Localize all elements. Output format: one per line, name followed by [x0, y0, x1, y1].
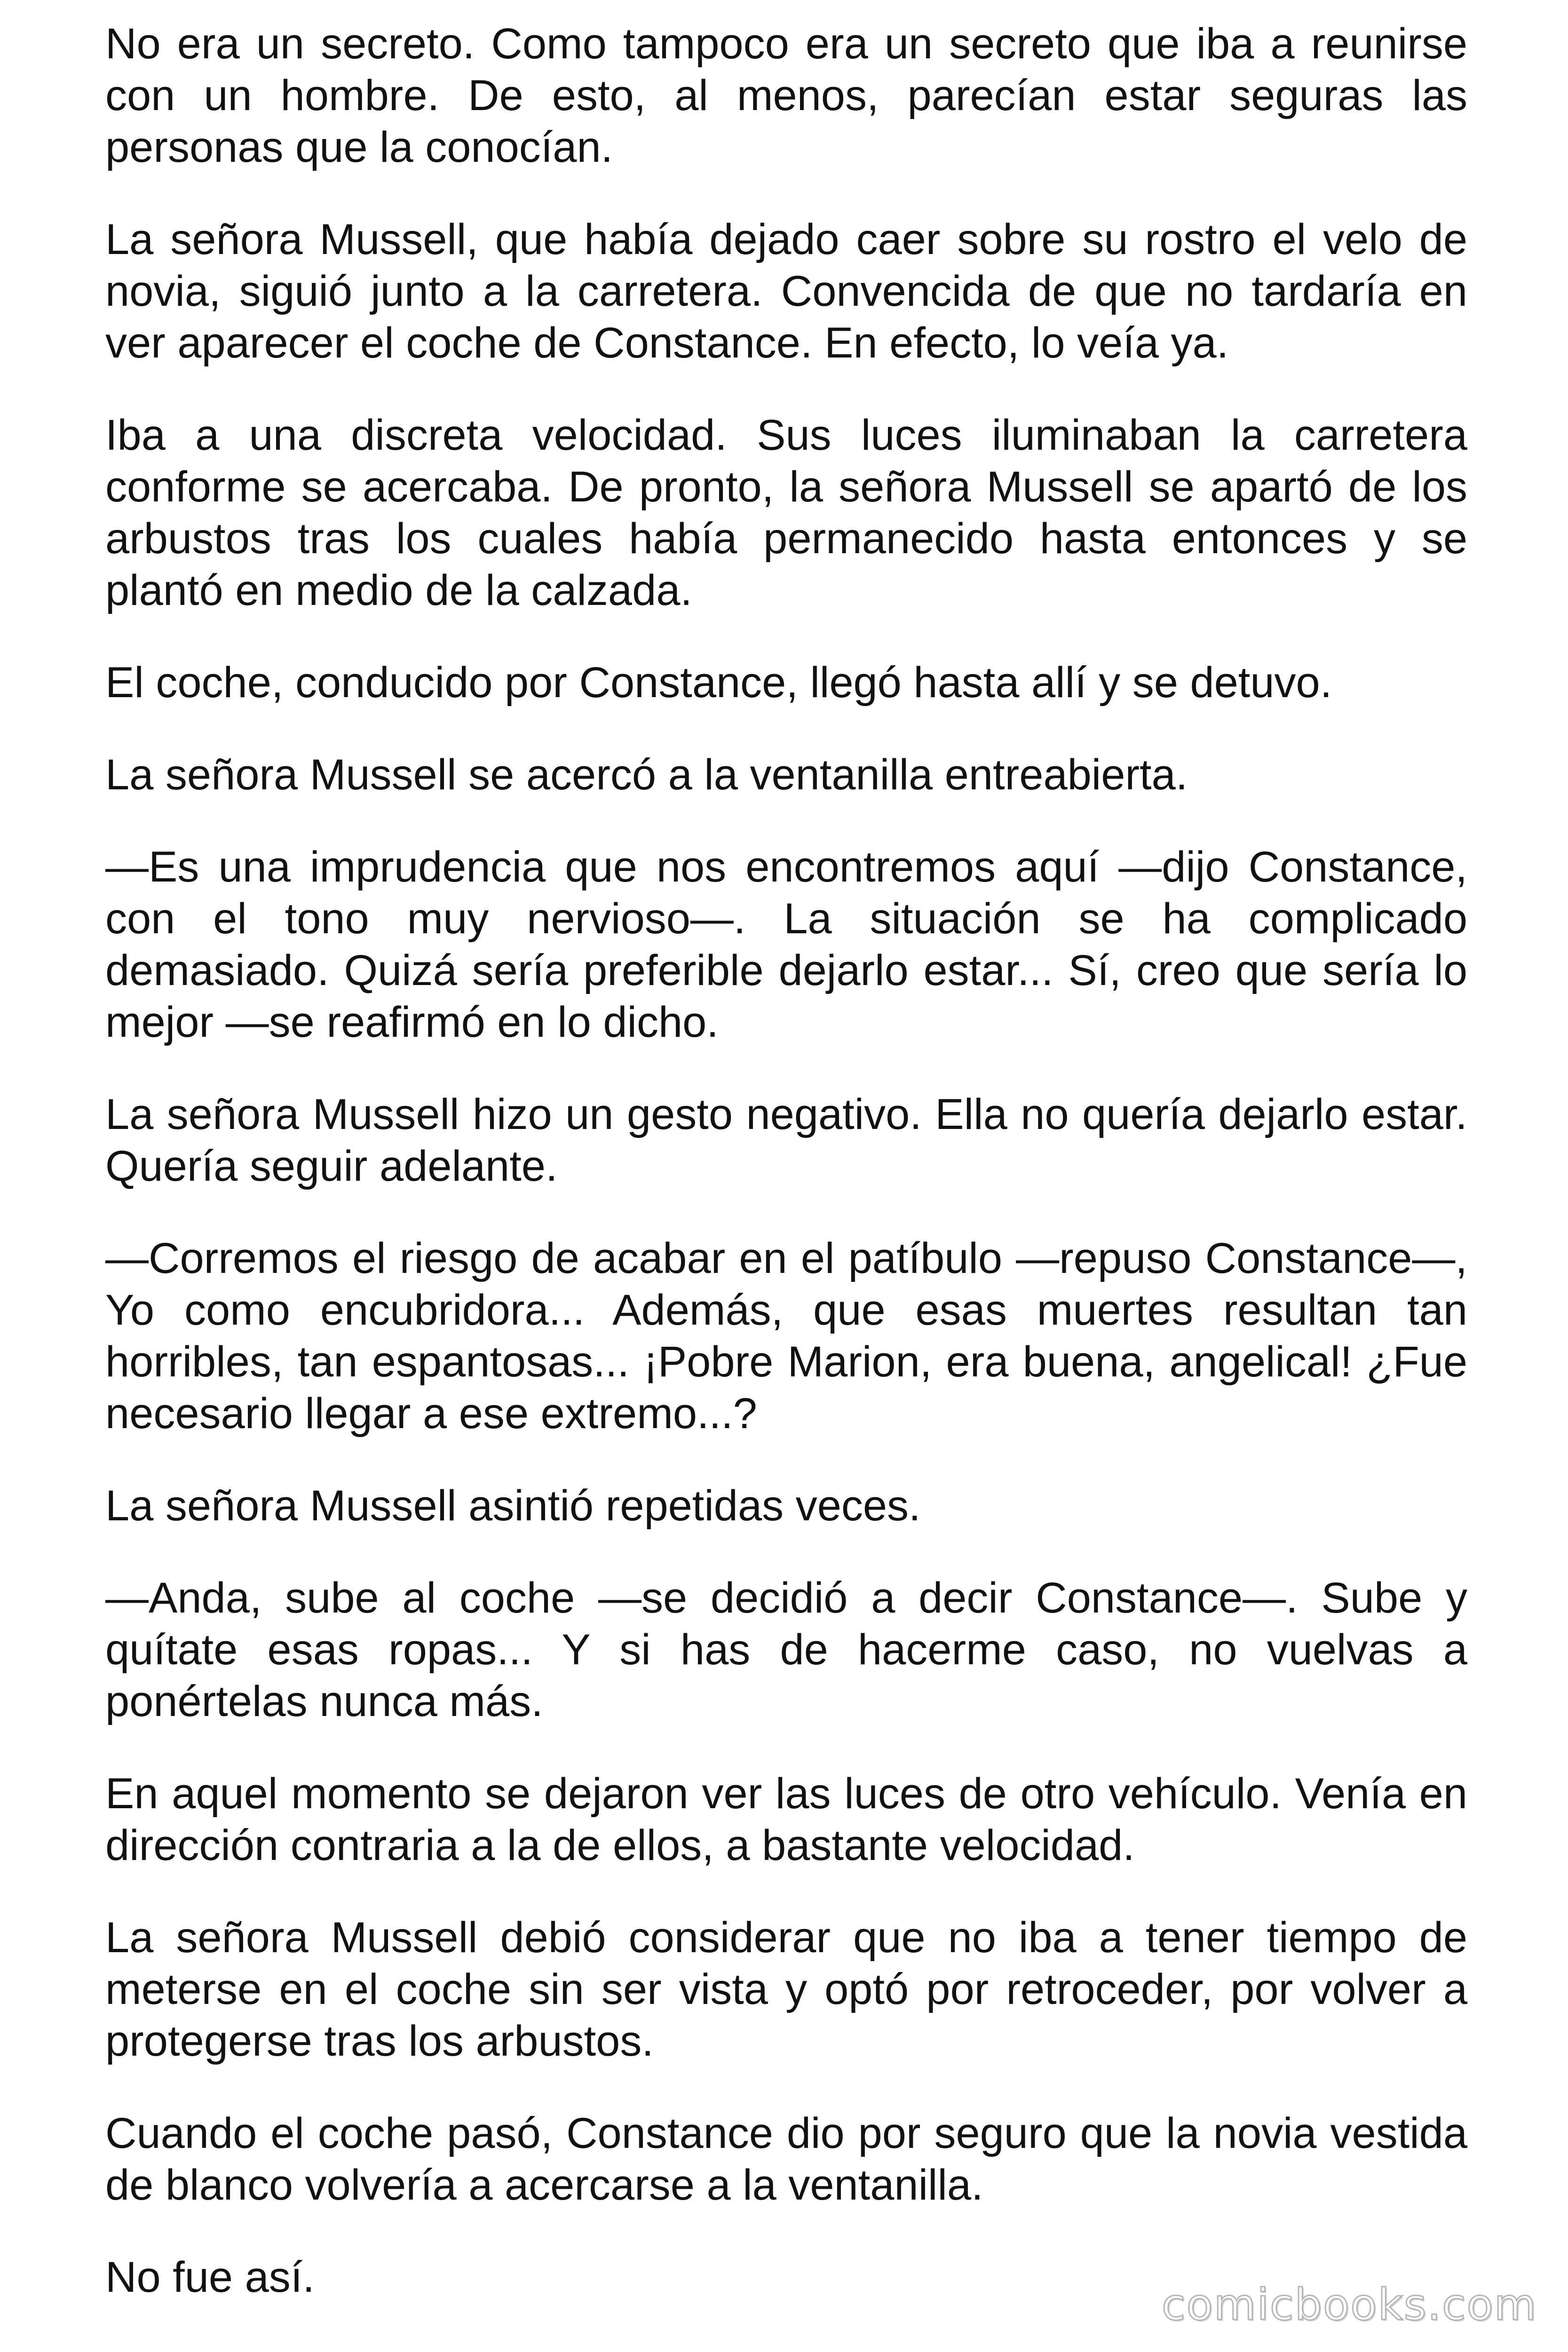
- paragraph-8: —Corremos el riesgo de acabar en el patíbulo —repuso Constance—, Yo como encubridora... Además, que esas muertes resultan tan horribles, tan espantosas... ¡Pobre Marion, era buena, angelical! ¿Fue necesario llegar a ese extremo...?: [105, 1234, 1467, 1438]
- paragraph-14: No fue así.: [105, 2253, 315, 2301]
- paragraph-11: En aquel momento se dejaron ver las luces de otro vehículo. Venía en dirección contraria a la de ellos, a bastante velocidad.: [105, 1770, 1467, 1869]
- paragraph-3: Iba a una discreta velocidad. Sus luces iluminaban la carretera conforme se acercaba. De pronto, la señora Mussell se apartó de los arbustos tras los cuales había permanecido hasta entonces y se plantó en medio de la calzada.: [105, 411, 1467, 614]
- watermark: comicbooks.com: [1162, 2280, 1537, 2330]
- paragraph-5: La señora Mussell se acercó a la ventanilla entreabierta.: [105, 751, 1188, 799]
- paragraph-4: El coche, conducido por Constance, llegó hasta allí y se detuvo.: [105, 659, 1332, 707]
- paragraph-1: No era un secreto. Como tampoco era un secreto que iba a reunirse con un hombre. De esto, al menos, parecían estar seguras las personas que la conocían.: [105, 20, 1467, 171]
- paragraph-6: —Es una imprudencia que nos encontremos aquí —dijo Constance, con el tono muy nervioso—. La situación se ha complicado demasiado. Quizá sería preferible dejarlo estar... Sí, creo que sería lo mejor —se reafirmó en lo dicho.: [105, 843, 1467, 1046]
- paragraph-7: La señora Mussell hizo un gesto negativo. Ella no quería dejarlo estar. Quería seguir adelante.: [105, 1090, 1467, 1190]
- document-page: [105, 18, 1467, 2303]
- paragraph-2: La señora Mussell, que había dejado caer sobre su rostro el velo de novia, siguió junto a la carretera. Convencida de que no tardaría en ver aparecer el coche de Constance. En efecto, lo veía ya.: [105, 215, 1467, 367]
- paragraph-10: —Anda, sube al coche —se decidió a decir Constance—. Sube y quítate esas ropas... Y si has de hacerme caso, no vuelvas a ponértelas nunca más.: [105, 1574, 1467, 1725]
- paragraph-12: La señora Mussell debió considerar que no iba a tener tiempo de meterse en el coche sin ser vista y optó por retroceder, por volver a protegerse tras los arbustos.: [105, 1914, 1467, 2065]
- paragraph-9: La señora Mussell asintió repetidas veces.: [105, 1482, 921, 1530]
- paragraph-13: Cuando el coche pasó, Constance dio por seguro que la novia vestida de blanco volvería a acercarse a la ventanilla.: [105, 2109, 1467, 2209]
